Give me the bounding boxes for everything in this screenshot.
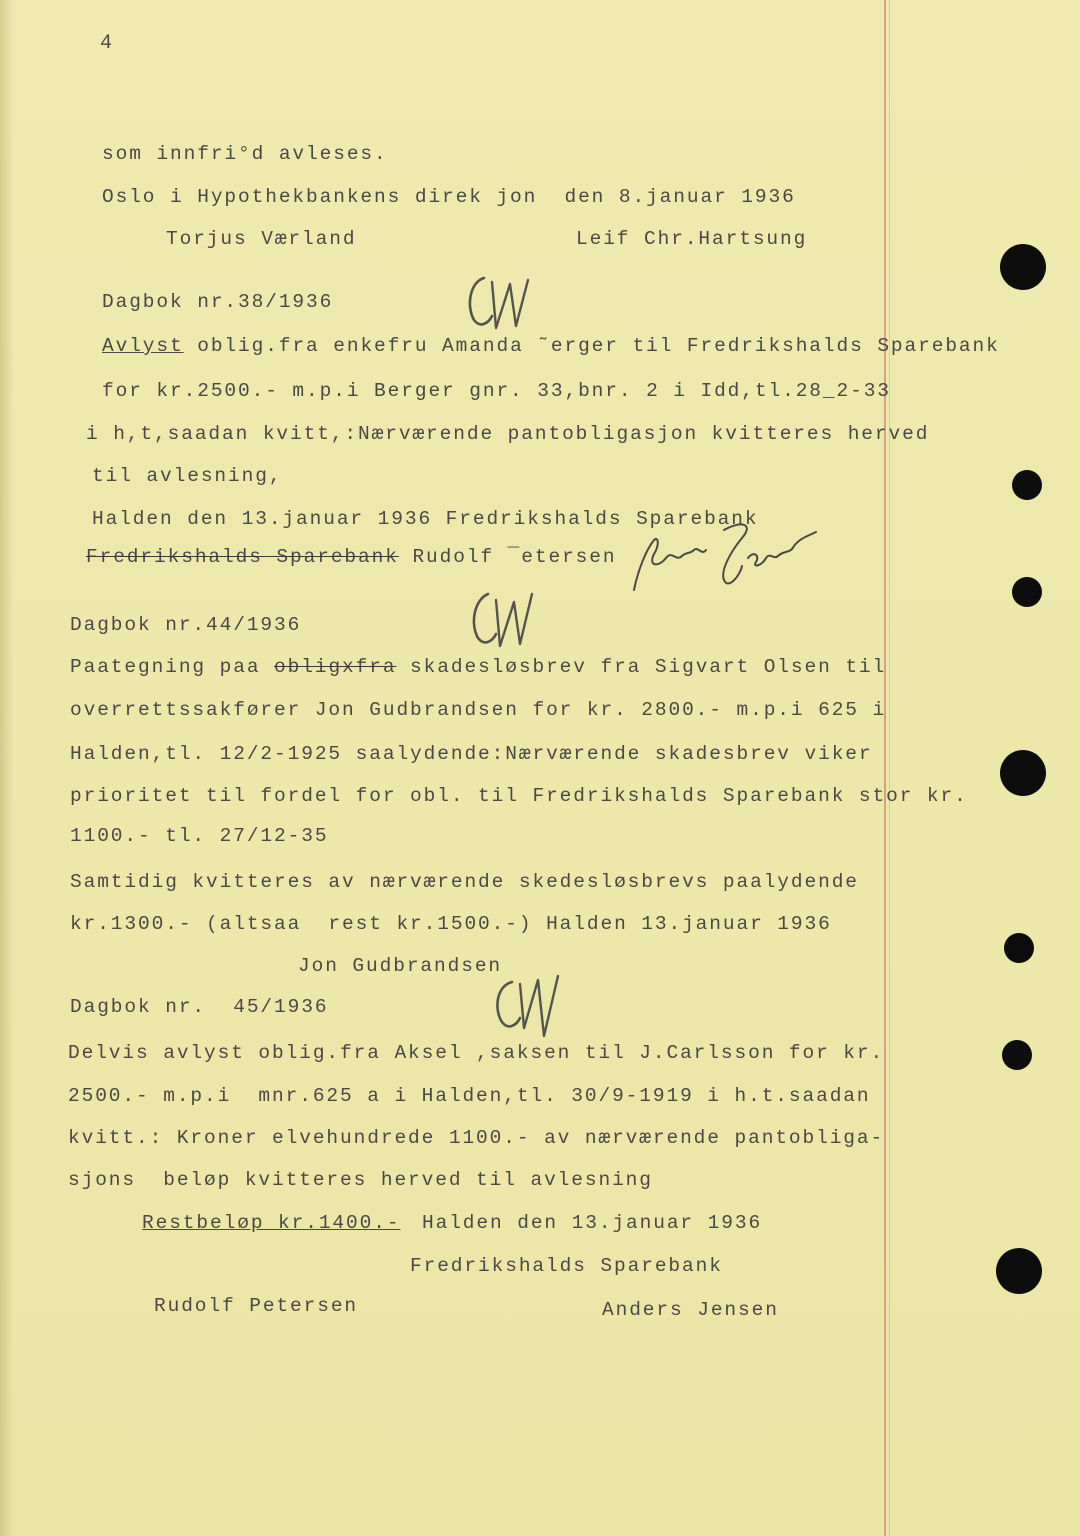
text-fragment: Paategning paa	[70, 656, 275, 678]
text-line: kr.1300.- (altsaa rest kr.1500.-) Halden 13.januar 1936	[70, 913, 832, 935]
text-line: kvitt.: Kroner elvehundrede 1100.- av nærværende pantobliga-	[68, 1127, 885, 1149]
handwritten-initials-mark	[466, 584, 546, 654]
punch-hole-3	[1012, 577, 1042, 607]
punch-hole-5	[1004, 933, 1034, 963]
text-line: Halden den 13.januar 1936 Fredrikshalds Sparebank	[92, 508, 759, 530]
signer-name: Jon Gudbrandsen	[298, 955, 503, 977]
text-fragment: Rudolf ¯etersen	[398, 546, 617, 568]
text-line: Samtidig kvitteres av nærværende skedesløsbrevs paalydende	[70, 871, 859, 893]
journal-entry-heading: Dagbok nr.38/1936	[102, 291, 334, 313]
text-line: prioritet til fordel for obl. til Fredrikshalds Sparebank stor kr.	[70, 785, 968, 807]
journal-entry-heading: Dagbok nr. 45/1936	[70, 996, 329, 1018]
text-line	[70, 655, 886, 679]
punch-hole-1	[1000, 244, 1046, 290]
text-line: Delvis avlyst oblig.fra Aksel ,saksen til J.Carlsson for kr.	[68, 1042, 885, 1064]
avlyst-label: Avlyst	[102, 335, 184, 357]
signer-name: Torjus Værland	[166, 228, 357, 250]
text-line: overrettssakfører Jon Gudbrandsen for kr. 2800.- m.p.i 625 i	[70, 699, 887, 721]
text-line: Halden,tl. 12/2-1925 saalydende:Nærværende skadesbrev viker	[70, 743, 873, 765]
punch-hole-2	[1012, 470, 1042, 500]
remaining-amount: Restbeløp kr.1400.-	[142, 1212, 401, 1234]
page-number: 4	[100, 32, 114, 55]
punch-hole-4	[1000, 750, 1046, 796]
struck-text: Fredrikshalds Sparebank	[86, 546, 399, 568]
text-line: for kr.2500.- m.p.i Berger gnr. 33,bnr. 2 i Idd,tl.28_2-33	[102, 380, 891, 402]
margin-rule-secondary	[889, 0, 890, 1536]
journal-entry-heading: Dagbok nr.44/1936	[70, 614, 302, 636]
text-line	[86, 545, 616, 569]
text-line: 1100.- tl. 27/12-35	[70, 825, 329, 847]
handwritten-initials-mark	[488, 960, 578, 1040]
punch-hole-7	[996, 1248, 1042, 1294]
text-line: i h,t,saadan kvitt,:Nærværende pantobligasjon kvitteres herved	[86, 423, 930, 445]
text-line: sjons beløp kvitteres herved til avlesning	[68, 1169, 653, 1191]
text-line: 2500.- m.p.i mnr.625 a i Halden,tl. 30/9-1919 i h.t.saadan	[68, 1085, 871, 1107]
signer-name: Rudolf Petersen	[154, 1295, 359, 1317]
text-line: til avlesning,	[92, 465, 283, 487]
text-fragment: skadesløsbrev fra Sigvart Olsen til	[396, 656, 887, 678]
text-line: Fredrikshalds Sparebank	[410, 1255, 723, 1277]
punch-hole-6	[1002, 1040, 1032, 1070]
text-fragment: oblig.fra enkefru Amanda ˜erger til Fredrikshalds Sparebank	[183, 335, 1000, 357]
handwritten-initials-mark	[462, 268, 542, 338]
text-line: som innfri°d avleses.	[102, 143, 388, 165]
signer-name: Leif Chr.Hartsung	[576, 228, 808, 250]
page-edge-shadow	[0, 0, 14, 1536]
text-line: Oslo i Hypothekbankens direk jon den 8.januar 1936	[102, 186, 796, 208]
signer-name: Anders Jensen	[602, 1299, 779, 1321]
text-line	[102, 334, 1000, 358]
margin-rule	[884, 0, 886, 1536]
handwritten-signature	[624, 510, 824, 600]
struck-text: obligxfra	[274, 656, 397, 678]
text-line: Halden den 13.januar 1936	[422, 1212, 763, 1234]
